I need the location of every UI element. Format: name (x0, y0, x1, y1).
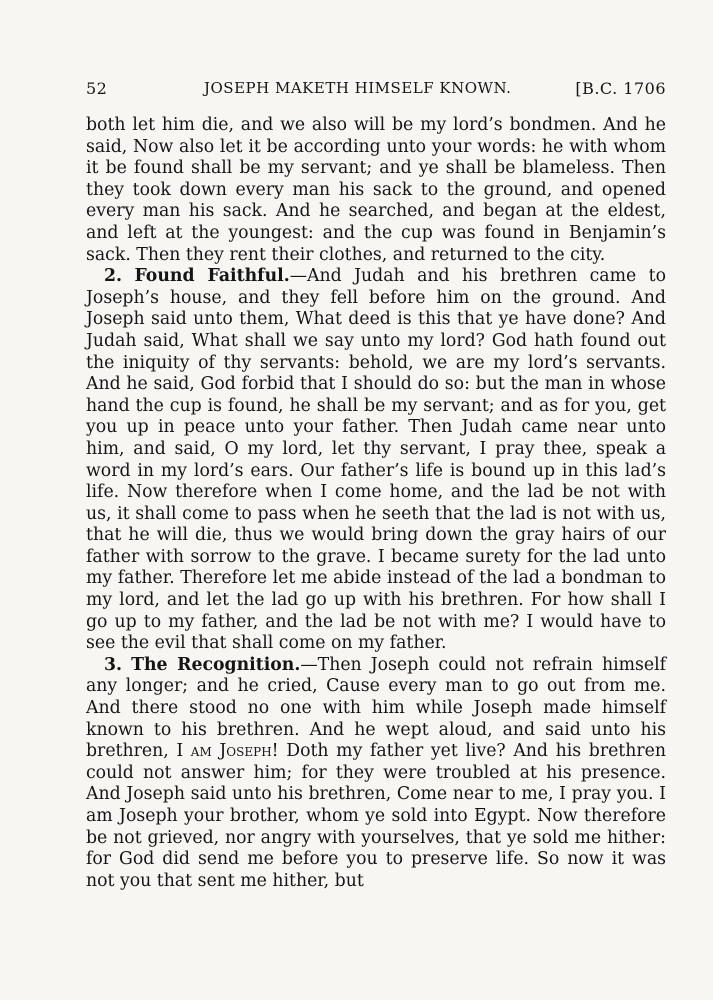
emphasis-small-caps: I am Joseph! (176, 741, 279, 762)
section-found-faithful (86, 266, 666, 655)
era-label: [B.C. 1706 (575, 79, 666, 98)
section-heading: Found Faithful. (134, 266, 290, 287)
section-text-continued: Doth my father yet live? And his brethren could not answer him; for they were troubled at his presence. And Joseph said unto his brethren, Come near to me, I pray you. I am Joseph your brother, whom ye sold into Egypt. Now therefore be not grieved, nor angry with yourselves, that ye sold me hither: for God did send me before you to preserve life. So now it was not you that sent me hither, but (86, 741, 666, 891)
paragraph-continuation: both let him die, and we also will be my lord’s bondmen. And he said, Now also let it be according unto your words: he with whom it be found shall be my servant; and ye shall be blameless. Then they took down every man his sack to the ground, and opened every man his sack. And he searched, and began at the eldest, and left at the youngest: and the cup was found in Benjamin’s sack. Then they rent their clothes, and returned to the city. (86, 115, 666, 265)
section-number: 3. (104, 654, 123, 675)
section-text: —Then Joseph could not refrain himself any longer; and he cried, Cause every man to go out from me. And there stood no one with him while Joseph made himself known to his brethren. And he wept aloud, and said unto his brethren, (86, 654, 667, 762)
section-text: —And Judah and his brethren came to Joseph’s house, and they fell before him on the ground. And Joseph said unto them, What deed is this that ye have done? And Judah said, What shall we say unto my lord? God hath found out the iniquity of thy servants: behold, we are my lord’s servants. And he said, God forbid that I should do so: but the man in whose hand the cup is found, he shall be my servant; and as for you, get you up in peace unto your father. Then Judah came near unto him, and said, O my lord, let thy servant, I pray thee, speak a word in my lord’s ears. Our father’s life is bound up in this lad’s life. Now therefore when I come home, and the lad be not with us, it shall come to pass when he seeth that the lad is not with us, that he will die, thus we would bring down the gray hairs of our father with sorrow to the grave. I became surety for the lad unto my father. Therefore let me abide instead of the lad a bondman to my lord, and let the lad go up with his brethren. For how shall I go up to my father, and the lad be not with me? I would have to see the evil that shall come on my father. (86, 266, 666, 654)
section-the-recognition (86, 655, 666, 893)
page-body (86, 115, 666, 892)
running-title: JOSEPH MAKETH HIMSELF KNOWN. (204, 79, 512, 97)
section-heading: The Recognition. (131, 654, 301, 675)
section-number: 2. (104, 266, 123, 287)
page-number: 52 (86, 79, 108, 98)
running-header (86, 79, 666, 103)
